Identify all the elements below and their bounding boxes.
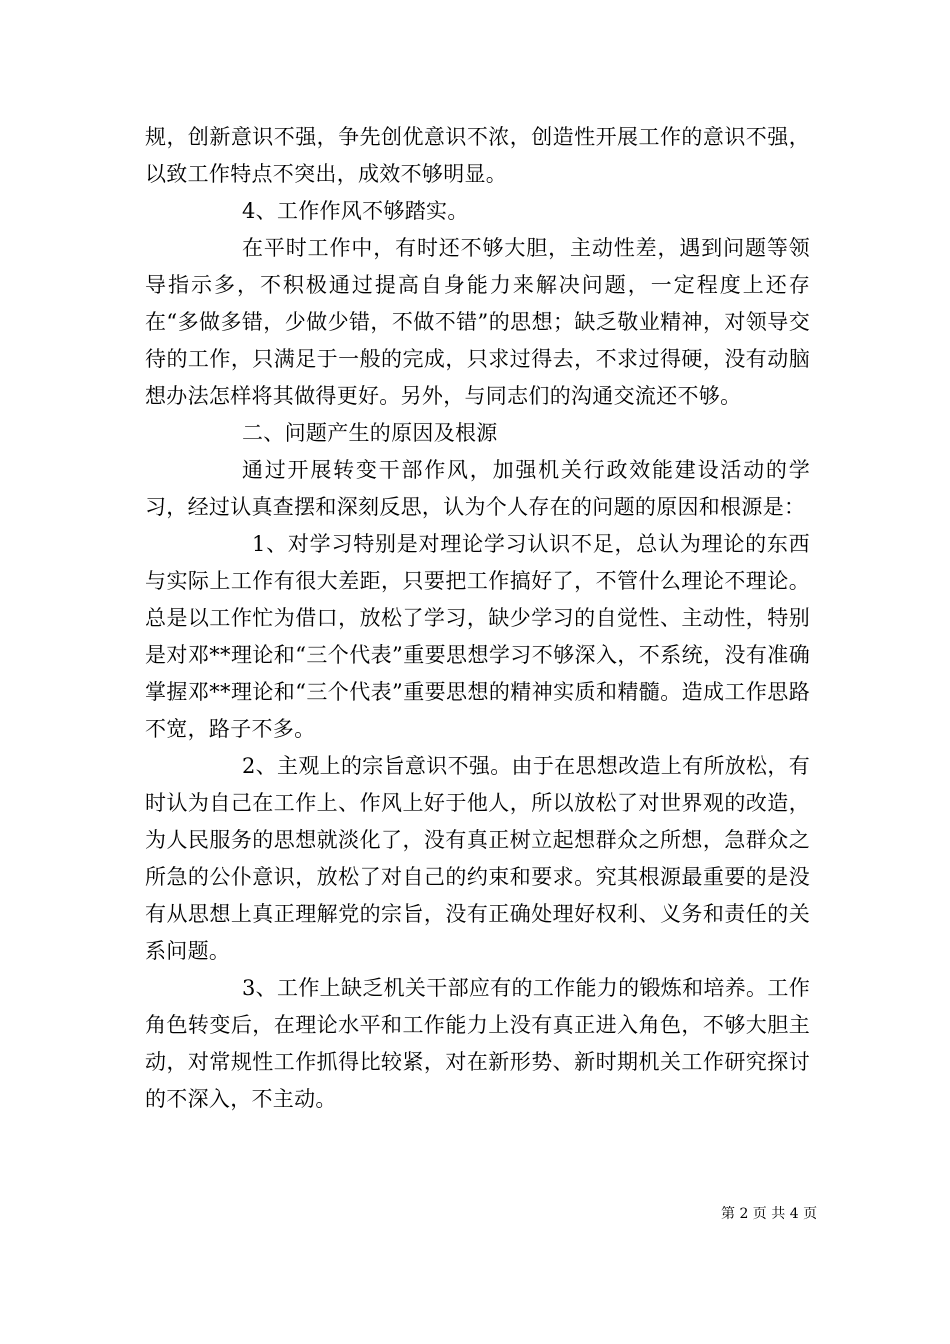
paragraph-cause-3: 3、工作上缺乏机关干部应有的工作能力的锻炼和培养。工作角色转变后，在理论水平和工作能力上没有真正进入角色，不够大胆主动，对常规性工作抓得比较紧，对在新形势、新时期机关工作研究探讨的不深入，不主动。 [145, 976, 810, 1111]
paragraph-work-style-detail: 在平时工作中，有时还不够大胆，主动性差，遇到问题等领导指示多，不积极通过提高自身能力来解决问题，一定程度上还存在“多做多错，少做少错，不做不错”的思想；缺乏敬业精神，对领导交待的工作，只满足于一般的完成，只求过得去，不求过得硬，没有动脑想办法怎样将其做得更好。另外，与同志们的沟通交流还不够。 [145, 236, 810, 408]
paragraph-cause-2: 2、主观上的宗旨意识不强。由于在思想改造上有所放松，有时认为自己在工作上、作风上好于他人，所以放松了对世界观的改造，为人民服务的思想就淡化了，没有真正树立起想群众之所想，急群众之所急的公仆意识，放松了对自己的约束和要求。究其根源最重要的是没有从思想上真正理解党的宗旨，没有正确处理好权利、义务和责任的关系问题。 [145, 754, 810, 963]
paragraph-continuation: 规，创新意识不强，争先创优意识不浓，创造性开展工作的意识不强，以致工作特点不突出，成效不够明显。 [145, 125, 810, 186]
paragraph-causes-intro: 通过开展转变干部作风，加强机关行政效能建设活动的学习，经过认真查摆和深刻反思，认为个人存在的问题的原因和根源是： [145, 458, 810, 519]
paragraph-cause-1: 1、对学习特别是对理论学习认识不足，总认为理论的东西与实际上工作有很大差距，只要把工作搞好了，不管什么理论不理论。总是以工作忙为借口，放松了学习，缺少学习的自觉性、主动性，特别是对邓**理论和“三个代表”重要思想学习不够深入，不系统，没有准确掌握邓**理论和“三个代表”重要思想的精神实质和精髓。造成工作思路不宽，路子不多。 [145, 532, 810, 741]
section-heading-causes: 二、问题产生的原因及根源 [242, 421, 498, 445]
document-body [145, 119, 810, 1118]
paragraph-heading-work-style: 4、工作作风不够踏实。 [242, 199, 469, 223]
page-number-footer: 第 2 页 共 4 页 [721, 1206, 818, 1222]
